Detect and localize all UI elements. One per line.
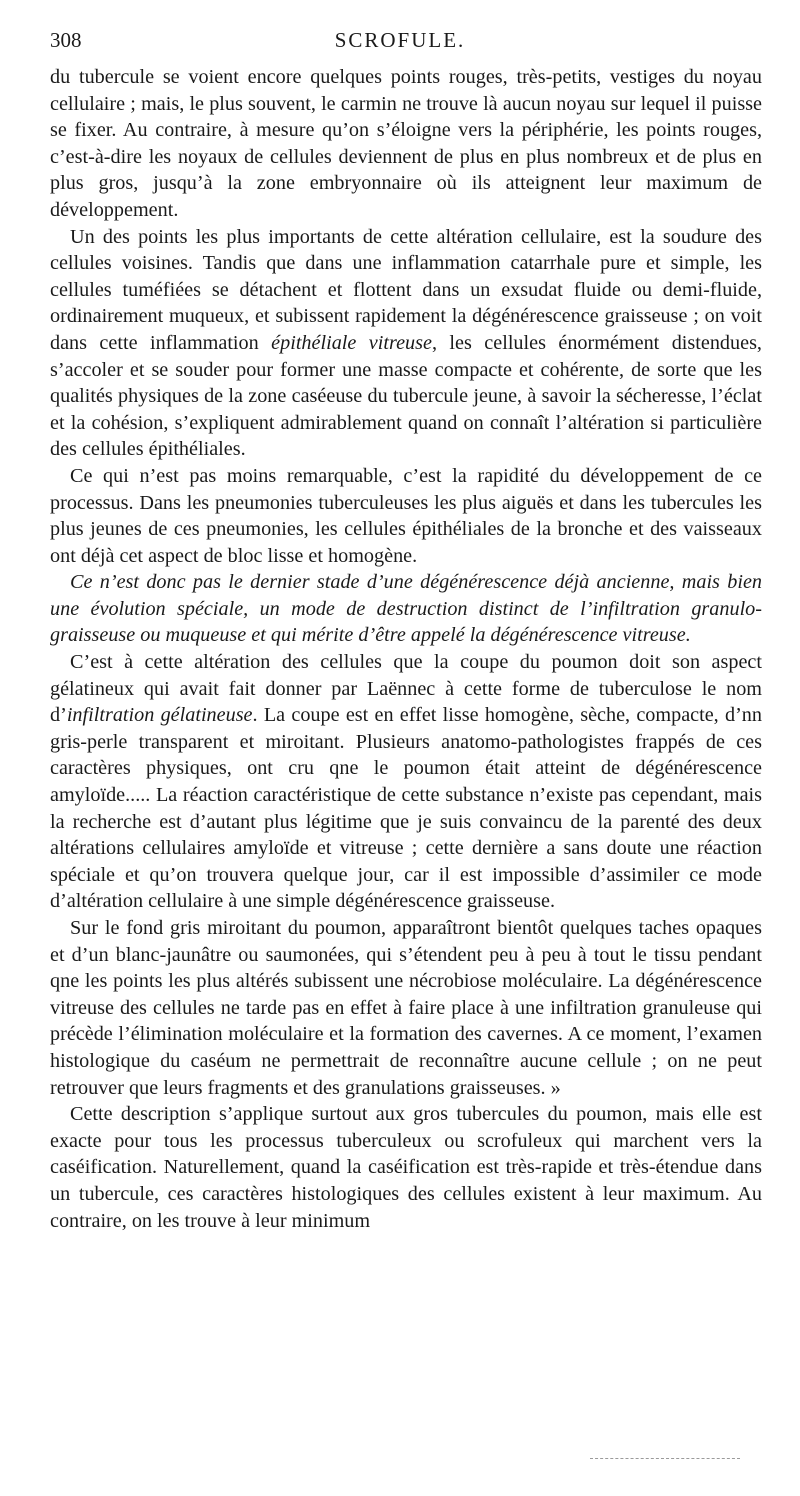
body-text (50, 64, 762, 1234)
page-number: 308 (50, 28, 82, 52)
running-title: SCROFULE. (334, 28, 466, 52)
page-header (50, 28, 750, 56)
paragraph-3: Ce qui n’est pas moins remarquable, c’est la rapidité du développement de ce processus. Dans les pneumonies tuberculeuses les plus aiguës et dans les tubercules les plus jeunes de ces pneumonies, les cellules épithéliales de la bronche et des vaisseaux ont déjà cet aspect de bloc lisse et homogène. (50, 464, 762, 567)
paragraph-2: Un des points les plus importants de cette altération cellulaire, est la soudure des cellules voisines. Tandis que dans une inflammation catarrhale pure et simple, les cellules tuméfiées se détachent et flottent dans un exsudat fluide ou demi-fluide, ordinairement muqueux, et subissent rapidement la dégénérescence graisseuse ; on voit dans cette inflammation épithéliale vitreuse, les cellules énormément distendues, s’accoler et se souder pour former une masse compacte et cohérente, de sorte que les qualités physiques de la zone caséeuse du tubercule jeune, à savoir la sécheresse, l’éclat et la cohésion, s’expliquent admirablement quand on connaît l’altération si particulière des cellules épithéliales. (50, 225, 762, 461)
footer-rule (590, 1458, 740, 1459)
paragraph-1: du tubercule se voient encore quelques points rouges, très-petits, vestiges du noyau cellulaire ; mais, le plus souvent, le carmin ne trouve là aucun noyau sur lequel il puisse se fixer. Au contraire, à mesure qu’on s’éloigne vers la périphérie, les points rouges, c’est-à-dire les noyaux de cellules deviennent de plus en plus nombreux et de plus en plus gros, jusqu’à la zone embryonnaire où ils atteignent leur maximum de développement. (50, 66, 762, 221)
italic-paragraph: Ce n’est donc pas le dernier stade d’une dégénérescence déjà ancienne, mais bien une évolution spéciale, un mode de destruction distinct de l’infiltration granulo-graisseuse ou muqueuse et qui mérite d’être appelé la dégénérescence vitreuse. (50, 571, 762, 647)
paragraph-5: C’est à cette altération des cellules que la coupe du poumon doit son aspect gélatineux qui avait fait donner par Laënnec à cette forme de tuberculose le nom d’infiltration gélatineuse. La coupe est en effet lisse homogène, sèche, compacte, d’nn gris-perle transparent et miroitant. Plusieurs anatomo-pathologistes frappés de ces caractères physiques, ont cru qne le poumon était atteint de dégénérescence amyloïde..... La réaction caractéristique de cette substance n’existe pas cependant, mais la recherche est d’autant plus légitime que je suis convaincu de la parenté des deux altérations cellulaires amyloïde et vitreuse ; cette dernière a sans doute une réaction spéciale et qu’on trouvera quelque jour, car il est impossible d’assimiler ce mode d’altération cellulaire à une simple dégénérescence graisseuse. (50, 651, 762, 913)
paragraph-6: Sur le fond gris miroitant du poumon, apparaîtront bientôt quelques taches opaques et d’un blanc-jaunâtre ou saumonées, qui s’étendent peu à peu à tout le tissu pendant qne les points les plus altérés subissent une nécrobiose moléculaire. La dégénérescence vitreuse des cellules ne tarde pas en effet à faire place à une infiltration granuleuse qui précède l’élimination moléculaire et la formation des cavernes. A ce moment, l’examen histologique du caséum ne permettrait de reconnaître aucune cellule ; on ne peut retrouver que leurs fragments et des granulations graisseuses. » (50, 917, 762, 1099)
paragraph-7: Cette description s’applique surtout aux gros tubercules du poumon, mais elle est exacte pour tous les processus tuberculeux ou scrofuleux qui marchent vers la caséification. Naturellement, quand la caséification est très-rapide et très-étendue dans un tubercule, ces caractères histologiques des cellules existent à leur maximum. Au contraire, on les trouve à leur minimum (50, 1103, 762, 1232)
